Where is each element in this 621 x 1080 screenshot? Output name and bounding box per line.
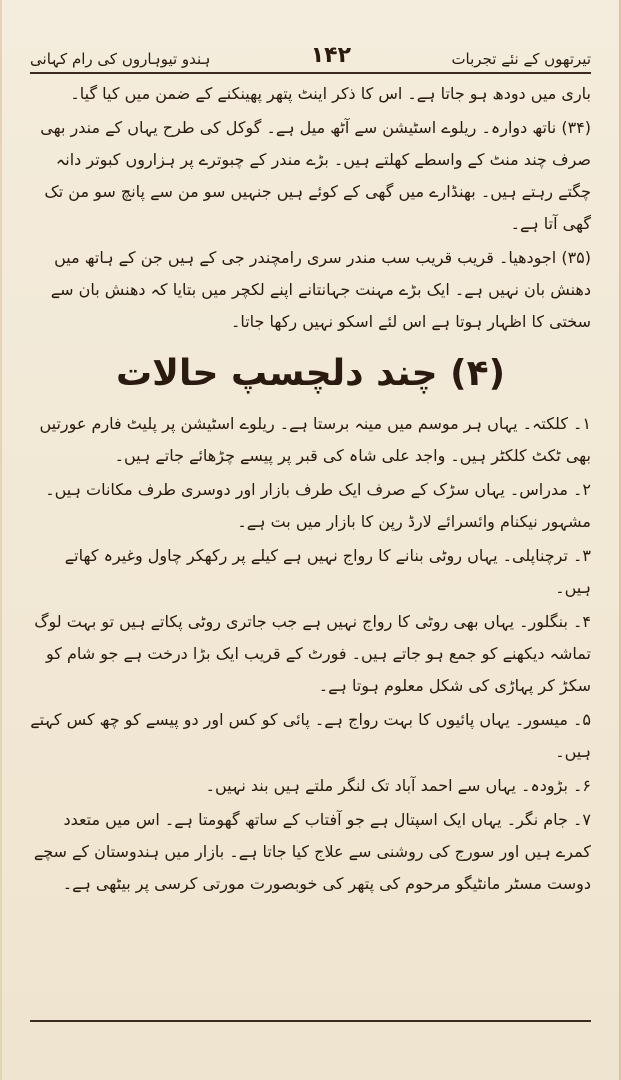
footer-rule [30,1020,591,1022]
header-rule [30,72,591,74]
paragraph: باری میں دودھ ہو جاتا ہے۔ اس کا ذکر اینٹ پتھر پھینکنے کے ضمن میں کیا گیا۔ [70,84,591,103]
list-item: ۴۔ بنگلور۔ یہاں بھی روٹی کا رواج نہیں ہے جب جاتری روٹی پکاتے ہیں تو بہت لوگ تماشہ دیکھنے کو جمع ہو جاتے ہیں۔ فورٹ کے قریب ایک بڑا درخت ہے جو شام کو سکڑ کر پہاڑی کی شکل معلوم ہوتا ہے۔ [34,612,591,695]
paragraph: (۳۴) ناتھ دوارہ۔ ریلوے اسٹیشن سے آٹھ میل ہے۔ گوکل کی طرح یہاں کے مندر بھی صرف چند منٹ کے واسطے کھلتے ہیں۔ بڑے مندر کے چبوترے پر ہزاروں کبوتر دانہ چگتے رہتے ہیں۔ بھنڈارے میں گھی کے کوئے ہیں جنہیں سو من سے پانچ سو من تک گھی آتا ہے۔ [40,118,591,233]
paragraph: (۳۵) اجودھیا۔ قریب قریب سب مندر سری رامچندر جی کے ہیں جن کے ہاتھ میں دھنش بان نہیں ہے۔ ایک بڑے مہنت جہانتانے اپنے لکچر میں بتایا کہ دھنش بان سے سختی کا اظہار ہوتا ہے اس لئے اسکو نہیں رکھا جاتا۔ [50,248,591,331]
page-number: ۱۴۲ [310,43,352,68]
header-left-title: ہندو تیوہاروں کی رام کہانی [30,50,211,68]
list-item: ۶۔ بڑودہ۔ یہاں سے احمد آباد تک لنگر ملتے ہیں بند نہیں۔ [205,776,591,795]
list-item: ۷۔ جام نگر۔ یہاں ایک اسپتال ہے جو آفتاب کے ساتھ گھومتا ہے۔ اس میں متعدد کمرے ہیں اور سورج کی روشنی سے علاج کیا جاتا ہے۔ بازار میں ہندوستان کے سچے دوست مسٹر مانٹیگو مرحوم کی پتھر کی خوبصورت مورتی کرسی پر بیٹھی ہے۔ [33,810,591,893]
section-heading: (۴) چند دلچسپ حالات [115,353,506,394]
list-item: ۲۔ مدراس۔ یہاں سڑک کے صرف ایک طرف بازار اور دوسری طرف مکانات ہیں۔ مشہور نیکنام وائسرائے لارڈ رپن کا بازار میں بت ہے۔ [45,480,591,531]
list-item: ۳۔ ترچناپلی۔ یہاں روٹی بنانے کا رواج نہیں ہے کیلے پر رکھکر چاول وغیرہ کھاتے ہیں۔ [64,546,591,597]
list-item: ۱۔ کلکتہ۔ یہاں ہر موسم میں مینہ برستا ہے۔ ریلوے اسٹیشن پر پلیٹ فارم عورتیں بھی ٹکٹ کلکٹر ہیں۔ واجد علی شاہ کی قبر پر پیسے چڑھائے جاتے ہیں۔ [39,414,591,465]
page-body [30,78,591,1014]
list-item: ۵۔ میسور۔ یہاں پائیوں کا بہت رواج ہے۔ پائی کو کس اور دو پیسے کو چھ کس کہتے ہیں۔ [30,710,591,761]
header-right-title: تیرتھوں کے نئے تجربات [451,50,591,68]
page-header [30,30,591,68]
